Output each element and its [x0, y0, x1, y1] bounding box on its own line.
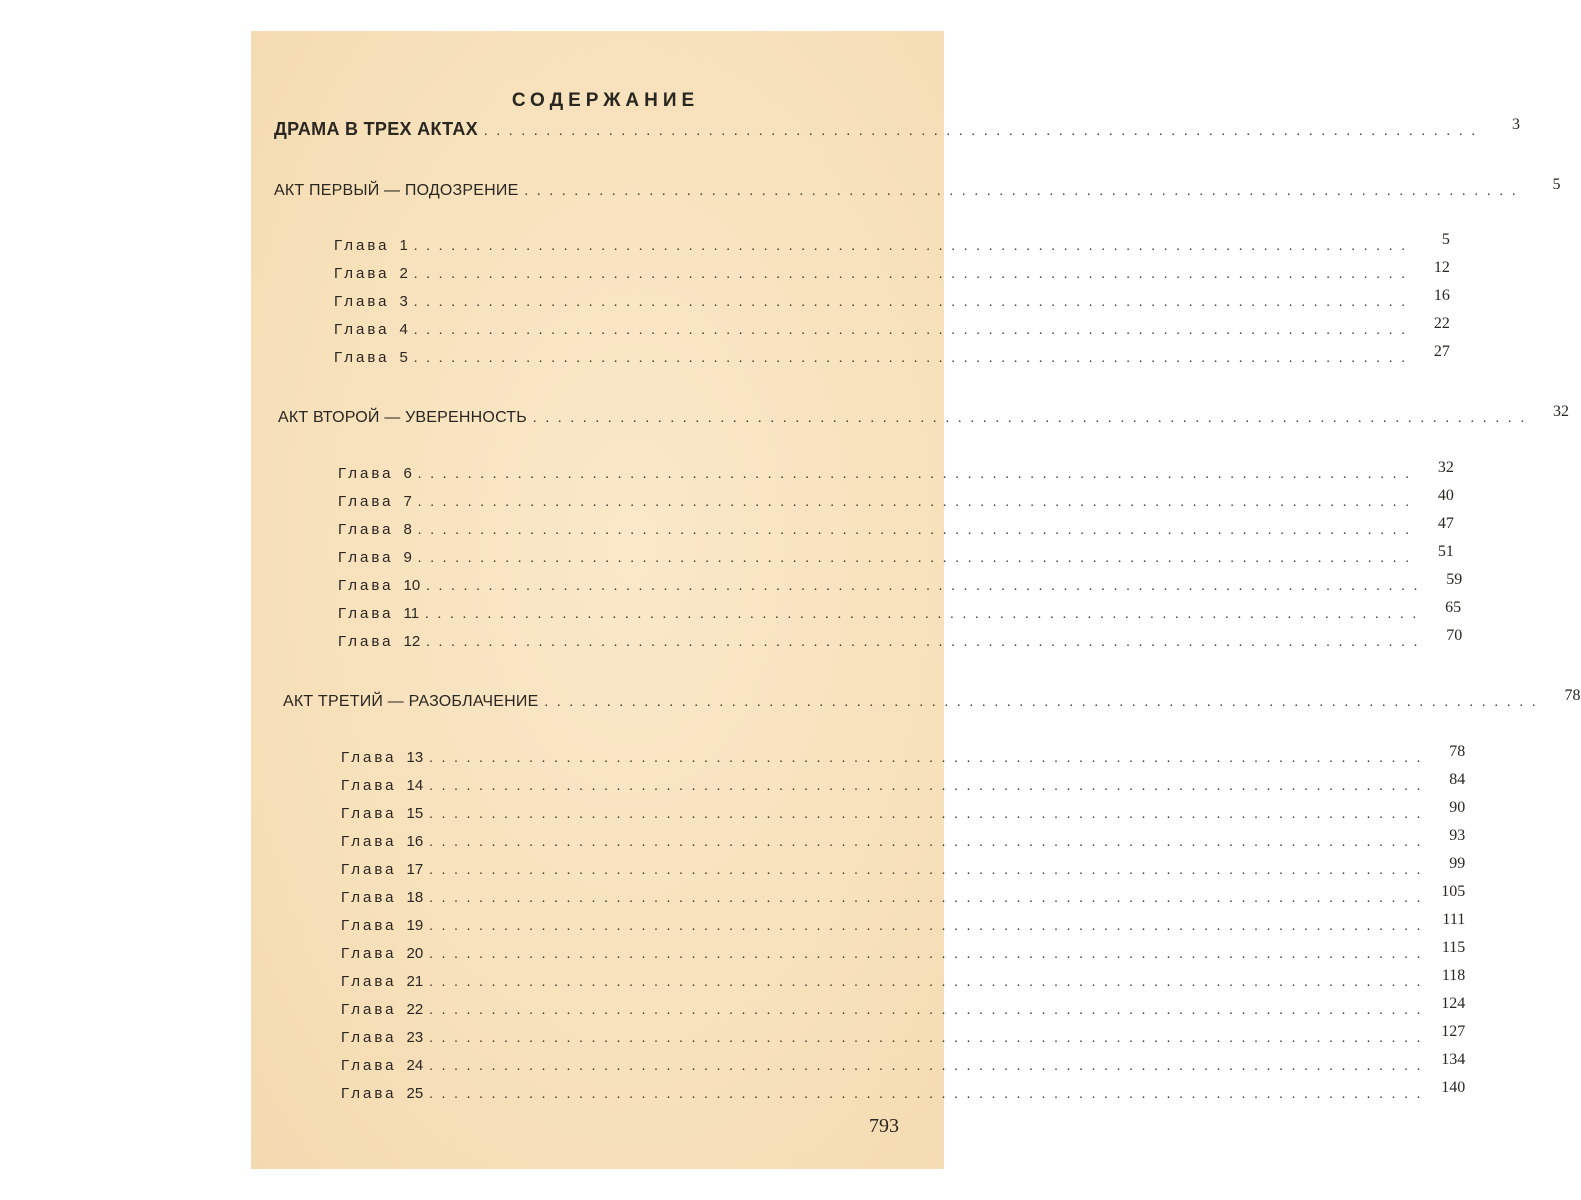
chapter-word: Глава [341, 1057, 397, 1074]
toc-entry-chapter [334, 259, 1450, 286]
chapter-number: 9 [403, 549, 412, 566]
chapter-number: 23 [406, 1029, 424, 1046]
toc-entry-chapter [338, 571, 1463, 598]
toc-entry-chapter [341, 883, 1466, 910]
chapter-word: Глава [334, 265, 390, 282]
chapter-word: Глава [341, 1029, 397, 1046]
dot-leader: ................................................................................ [483, 124, 1484, 139]
chapter-number: 4 [399, 321, 408, 338]
chapter-word: Глава [338, 465, 394, 482]
chapter-word: Глава [341, 749, 397, 766]
toc-entry-page: 84 [1449, 771, 1466, 788]
chapter-word: Глава [341, 889, 397, 906]
chapter-number: 13 [406, 749, 424, 766]
dot-leader: ................................................................................ [417, 551, 1418, 566]
chapter-number: 5 [399, 349, 408, 366]
toc-entry-chapter [338, 487, 1454, 514]
toc-entry-chapter [341, 939, 1466, 966]
toc-entry-page: 5 [1552, 176, 1561, 193]
chapter-word: Глава [341, 1085, 397, 1102]
chapter-word: Глава [341, 945, 397, 962]
book-page [251, 31, 1581, 1169]
chapter-word: Глава [338, 549, 394, 566]
toc-entry-page: 118 [1441, 967, 1466, 984]
toc-entry-label: ДРАМА В ТРЕХ АКТАХ [274, 119, 478, 139]
toc-entry-label: АКТ ВТОРОЙ — УВЕРЕННОСТЬ [278, 409, 527, 426]
toc-entry-page: 140 [1441, 1079, 1466, 1096]
toc-entry-act-2 [278, 403, 1569, 430]
dot-leader: ................................................................................ [417, 523, 1418, 538]
toc-entry-page: 59 [1446, 571, 1463, 588]
dot-leader: ................................................................................ [429, 1087, 1430, 1102]
toc-entry-page: 127 [1441, 1023, 1466, 1040]
chapter-number: 16 [406, 833, 424, 850]
toc-entry-page: 12 [1433, 259, 1450, 276]
chapter-word: Глава [338, 493, 394, 510]
toc-entry-page: 3 [1511, 116, 1520, 133]
toc-entry-chapter [338, 515, 1454, 542]
chapter-word: Глава [341, 805, 397, 822]
chapter-number: 2 [399, 265, 408, 282]
dot-leader: ................................................................................ [429, 1059, 1430, 1074]
chapter-number: 6 [403, 465, 412, 482]
chapter-number: 12 [403, 633, 421, 650]
toc-entry-label: АКТ ПЕРВЫЙ — ПОДОЗРЕНИЕ [274, 182, 519, 199]
page-title: СОДЕРЖАНИЕ [511, 90, 700, 111]
toc-entry-page: 32 [1437, 459, 1454, 476]
dot-leader: ................................................................................ [413, 323, 1414, 338]
toc-entry-page: 115 [1441, 939, 1466, 956]
toc-entry-page: 40 [1437, 487, 1454, 504]
chapter-word: Глава [341, 917, 397, 934]
toc-entry-page: 99 [1449, 855, 1466, 872]
dot-leader: ................................................................................ [532, 411, 1533, 426]
toc-entry-page: 70 [1446, 627, 1463, 644]
dot-leader: ................................................................................ [429, 779, 1430, 794]
chapter-word: Глава [341, 973, 397, 990]
chapter-number: 8 [403, 521, 412, 538]
toc-entry-chapter [338, 627, 1463, 654]
toc-entry-chapter [341, 827, 1466, 854]
chapter-word: Глава [341, 861, 397, 878]
toc-entry-page: 93 [1449, 827, 1466, 844]
toc-entry-page: 16 [1433, 287, 1450, 304]
toc-entry-chapter [341, 1079, 1466, 1106]
chapter-word: Глава [338, 605, 394, 622]
toc-entry-chapter [341, 911, 1466, 938]
toc-entry-chapter [338, 459, 1454, 486]
dot-leader: ................................................................................ [426, 579, 1427, 594]
chapter-word: Глава [338, 577, 394, 594]
chapter-number: 3 [399, 293, 408, 310]
chapter-number: 21 [406, 973, 424, 990]
chapter-word: Глава [334, 293, 390, 310]
toc-entry-chapter [334, 343, 1450, 370]
toc-entry-page: 134 [1441, 1051, 1466, 1068]
page-number: 793 [869, 1115, 899, 1137]
dot-leader: ................................................................................ [417, 467, 1418, 482]
chapter-number: 11 [403, 605, 420, 622]
chapter-number: 18 [406, 889, 424, 906]
toc-entry-page: 105 [1441, 883, 1466, 900]
chapter-number: 22 [406, 1001, 424, 1018]
chapter-number: 20 [406, 945, 424, 962]
toc-entry-label: АКТ ТРЕТИЙ — РАЗОБЛАЧЕНИЕ [283, 693, 539, 710]
dot-leader: ................................................................................ [429, 975, 1430, 990]
toc-entry-chapter [338, 543, 1454, 570]
chapter-word: Глава [338, 521, 394, 538]
toc-entry-chapter [341, 995, 1466, 1022]
toc-entry-page: 124 [1441, 995, 1466, 1012]
chapter-word: Глава [338, 633, 394, 650]
dot-leader: ................................................................................ [425, 607, 1426, 622]
chapter-word: Глава [334, 237, 390, 254]
toc-entry-chapter [341, 1051, 1466, 1078]
toc-entry-chapter [341, 1023, 1466, 1050]
toc-entry-page: 22 [1433, 315, 1450, 332]
toc-entry-page: 111 [1442, 911, 1466, 928]
dot-leader: ................................................................................ [429, 835, 1430, 850]
toc-entry-chapter [341, 967, 1466, 994]
dot-leader: ................................................................................ [429, 751, 1430, 766]
chapter-number: 1 [399, 237, 408, 254]
dot-leader: ................................................................................ [413, 351, 1414, 366]
toc-entry-page: 5 [1441, 231, 1450, 248]
toc-entry-chapter [341, 855, 1466, 882]
toc-entry-chapter [334, 231, 1450, 258]
dot-leader: ................................................................................ [429, 1003, 1430, 1018]
dot-leader: ................................................................................ [429, 891, 1430, 906]
chapter-number: 25 [406, 1085, 424, 1102]
toc-entry-page: 78 [1449, 743, 1466, 760]
chapter-number: 7 [403, 493, 412, 510]
dot-leader: ................................................................................ [429, 807, 1430, 822]
chapter-word: Глава [341, 833, 397, 850]
chapter-word: Глава [334, 349, 390, 366]
dot-leader: ................................................................................ [429, 863, 1430, 878]
chapter-word: Глава [341, 777, 397, 794]
dot-leader: ................................................................................ [413, 295, 1414, 310]
toc-entry-chapter [334, 315, 1450, 342]
chapter-number: 15 [406, 805, 424, 822]
chapter-number: 10 [403, 577, 421, 594]
dot-leader: ................................................................................ [429, 1031, 1430, 1046]
chapter-number: 19 [406, 917, 424, 934]
toc-entry-act-1 [274, 176, 1561, 203]
dot-leader: ................................................................................ [429, 919, 1430, 934]
toc-entry-chapter [338, 599, 1462, 626]
dot-leader: ................................................................................ [544, 695, 1545, 710]
dot-leader: ................................................................................ [429, 947, 1430, 962]
toc-entry-page: 47 [1437, 515, 1454, 532]
toc-entry-act-3 [283, 687, 1581, 714]
toc-entry-chapter [341, 743, 1466, 770]
toc-entry-page: 51 [1437, 543, 1454, 560]
toc-entry-page: 90 [1449, 799, 1466, 816]
toc-entry-chapter [334, 287, 1450, 314]
dot-leader: ................................................................................ [426, 635, 1427, 650]
toc-entry-page: 27 [1433, 343, 1450, 360]
chapter-number: 24 [406, 1057, 424, 1074]
toc-entry-chapter [341, 771, 1466, 798]
toc-entry-page: 65 [1445, 599, 1462, 616]
chapter-number: 17 [406, 861, 424, 878]
dot-leader: ................................................................................ [413, 267, 1414, 282]
dot-leader: ................................................................................ [413, 239, 1414, 254]
toc-entry-drama [274, 116, 1520, 141]
toc-entry-chapter [341, 799, 1466, 826]
chapter-word: Глава [341, 1001, 397, 1018]
chapter-number: 14 [406, 777, 424, 794]
toc-entry-page: 32 [1552, 403, 1569, 420]
dot-leader: ................................................................................ [417, 495, 1418, 510]
dot-leader: ................................................................................ [524, 184, 1525, 199]
toc-entry-page: 78 [1564, 687, 1581, 704]
chapter-word: Глава [334, 321, 390, 338]
